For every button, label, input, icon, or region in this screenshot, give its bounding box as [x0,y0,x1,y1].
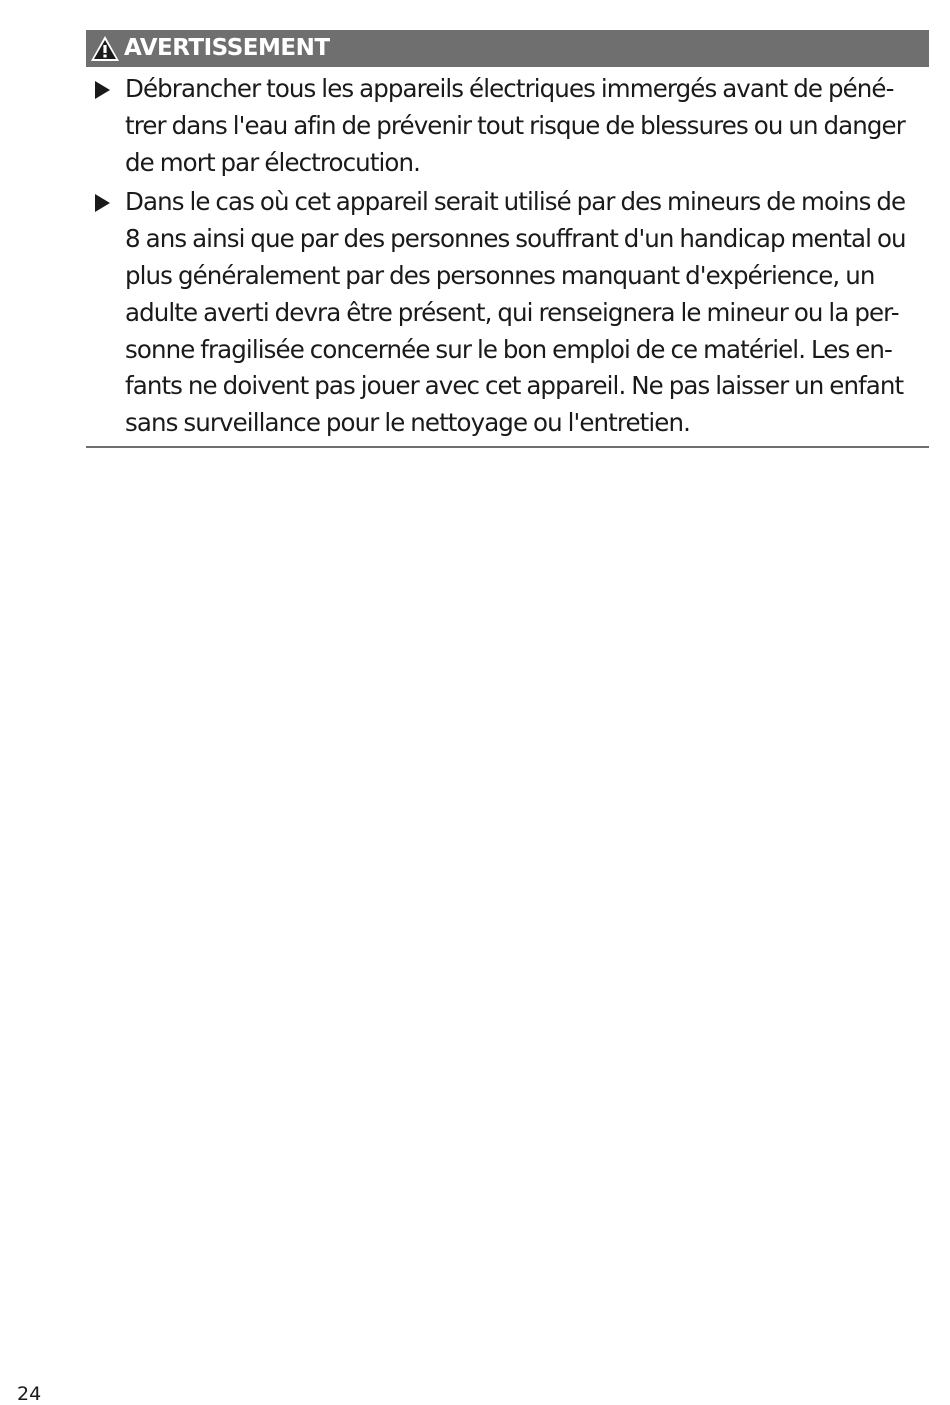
warning-box [86,30,929,448]
warning-line: de mort par électrocution. [125,147,421,177]
warning-item [86,184,929,442]
warning-line: trer dans l'eau afin de prévenir tout risque de blessures ou un danger [125,110,905,140]
warning-title: AVERTISSEMENT [124,35,330,61]
warning-line: 8 ans ainsi que par des personnes souffrant d'un handicap mental ou [125,224,906,254]
warning-line: sans surveillance pour le nettoyage ou l'entretien. [125,408,690,438]
warning-list [86,71,929,442]
page-number: 24 [17,1383,42,1405]
warning-header [86,30,929,67]
warning-line: adulte averti devra être présent, qui renseignera le mineur ou la per- [125,297,899,327]
warning-triangle-icon [90,35,120,63]
warning-line: sonne fragilisée concernée sur le bon emploi de ce matériel. Les en- [125,334,892,364]
warning-line: fants ne doivent pas jouer avec cet appareil. Ne pas laisser un enfant [125,371,904,401]
triangle-bullet-icon [95,194,110,212]
warning-item [86,71,929,181]
bottom-divider [86,446,929,448]
warning-line: Dans le cas où cet appareil serait utilisé par des mineurs de moins de [125,187,906,217]
warning-line: Débrancher tous les appareils électriques immergés avant de péné- [125,74,894,103]
warning-line: plus généralement par des personnes manquant d'expérience, un [125,260,875,290]
triangle-bullet-icon [95,81,110,99]
